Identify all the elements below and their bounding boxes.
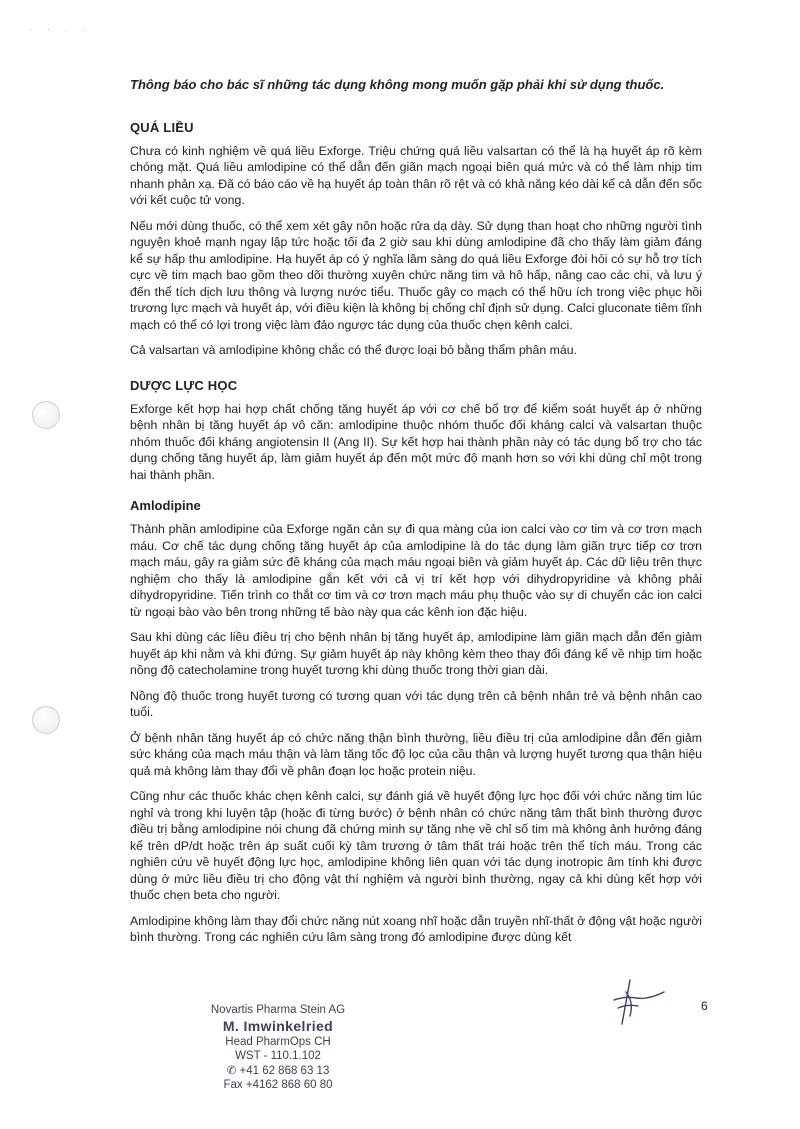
adverse-effects-notice: Thông báo cho bác sĩ những tác dụng không mong muốn gặp phải khi sử dụng thuốc. [130,77,665,92]
amlodipine-paragraph: Ở bệnh nhân tăng huyết áp có chức năng thận bình thường, liều điều trị của amlodipine dẫn đến giảm sức kháng của mạch máu thận và làm tăng tốc độ lọc của cầu thận và lượng huyết tương qua thận hiệu quả mà không làm thay đổi về phân đoạn lọc hoặc protein niệu. [130,730,702,778]
pharmacodynamics-intro: Exforge kết hợp hai hợp chất chống tăng huyết áp với cơ chế bổ trợ để kiểm soát huyết áp ở những bệnh nhân bị tăng huyết áp vô căn: amlodipine thuộc nhóm thuốc đối kháng calci và valsartan thuộc nhóm thuốc đối kháng angiotensin II (Ang II). Sự kết hợp hai thành phần này có tác dụng bổ trợ cho tác dụng chống tăng huyết áp, làm giảm huyết áp đến một mức độ mạnh hơn so với khi dùng chỉ một trong hai thành phần. [130,401,702,482]
page-number: 6 [701,999,708,1013]
pharmacodynamics-heading: DƯỢC LỰC HỌC [130,377,238,393]
stamp-fax: Fax +4162 868 60 80 [223,1079,333,1091]
overdose-paragraph: Cả valsartan và amlodipine không chắc có thể được loại bỏ bằng thẩm phân máu. [130,343,577,357]
overdose-paragraph: Chưa có kinh nghiệm về quá liều Exforge. Triệu chứng quá liều valsartan có thể là hạ huyết áp rõ kèm chóng mặt. Quá liều amlodipine có thể dẫn đến giãn mạch ngoại biên quá mức và có thể làm nhịp tim nhanh phản xạ. Đã có báo cáo về hạ huyết áp toàn thân rõ rệt và có khả năng kéo dài kể cả dẫn đến sốc với kết cuộc tử vong. [130,143,702,207]
stamp-name: M. Imwinkelried [222,1017,334,1034]
stamp-role: Head PharmOps CH [225,1035,331,1048]
company-stamp [193,1003,363,1093]
amlodipine-paragraph: Amlodipine không làm thay đổi chức năng nút xoang nhĩ hoặc dẫn truyền nhĩ-thất ở động vật hoặc người bình thường. Trong các nghiên cứu lâm sàng trong đó amlodipine được dùng kết [130,913,702,944]
stamp-phone: ✆ +41 62 868 63 13 [226,1064,330,1077]
stamp-company: Novartis Pharma Stein AG [210,1004,346,1016]
amlodipine-paragraph: Sau khi dùng các liều điều trị cho bệnh nhân bị tăng huyết áp, amlodipine làm giãn mạch dẫn đến giảm huyết áp khi nằm và khi đứng. Sự giảm huyết áp này không kèm theo thay đổi đáng kể về nhịp tim hoặc nồng độ catecholamine trong huyết tương khi dùng thuốc trong thời gian dài. [130,630,702,677]
stamp-dept: WST - 110.1.102 [235,1050,321,1062]
pharmacodynamics-section [130,378,702,946]
document-body [130,77,702,955]
amlodipine-paragraph: Thành phần amlodipine của Exforge ngăn cản sự đi qua màng của ion calci vào cơ tim và cơ trơn mạch máu. Cơ chế tác dụng chống tăng huyết áp của amlodipine là do tác dụng làm giãn trực tiếp cơ trơn mạch máu, gây ra giảm sức đề kháng của mạch máu ngoại biên và giảm huyết áp. Các dữ liệu trên thực nghiệm cho thấy là amlodipine gắn kết với cả vị trí kết hợp với dihydropyridine và không phải dihydropyridine. Tiến trình co thắt cơ tim và cơ trơn mạch máu phụ thuộc vào sự di chuyển các ion calci từ ngoại bào vào bên trong những tế bào này qua các kênh ion đặc hiệu. [130,522,702,619]
scan-marks: ˙ ˙ ˙ ˙ [30,28,92,38]
punch-hole-bottom [32,706,60,734]
overdose-heading: QUÁ LIỀU [130,119,194,135]
amlodipine-paragraph: Cũng như các thuốc khác chẹn kênh calci, sự đánh giá về huyết động lực học đối với chức năng tim lúc nghỉ và trong khi luyện tập (hoặc đi từng bước) ở bệnh nhân có chức năng tâm thất bình thường được điều trị bằng amlodipine nói chung đã chứng minh sự tăng nhẹ về chỉ số tim mà không ảnh hưởng đáng kể trên dP/dt hoặc trên áp suất cuối kỳ tâm trương ở tâm thất trái hoặc trên thể tích máu. Trong các nghiên cứu về huyết động lực học, amlodipine không liên quan với tác dụng inotropic âm tính khi được dùng ở mức liều điều trị cho động vật thí nghiệm và người bình thường, ngay cả khi dùng kết hợp với thuốc chẹn beta cho người. [130,789,702,902]
signature-icon [600,978,670,1030]
punch-hole-top [32,401,60,429]
overdose-paragraph: Nếu mới dùng thuốc, có thể xem xét gây nôn hoặc rửa dạ dày. Sử dụng than hoạt cho những người tình nguyện khoẻ mạnh ngay lập tức hoặc tối đa 2 giờ sau khi dùng amlodipine đã cho thấy làm giảm đáng kể sự hấp thu amlodipine. Hạ huyết áp có ý nghĩa lâm sàng do quá liều Exforge đòi hỏi có sự hỗ trợ tích cực về tim mạch bao gồm theo dõi thường xuyên chức năng tim và hô hấp, nâng cao các chi, và lưu ý đến thể tích dịch lưu thông và lượng nước tiểu. Thuốc gây co mạch có thể hữu ích trong việc phục hồi trương lực mạch và huyết áp, với điều kiện là không bị chống chỉ định sử dụng. Calci gluconate tiêm tĩnh mạch có thể có lợi trong việc làm đảo ngược tác dụng của thuốc chẹn kênh calci. [130,218,702,332]
overdose-section [130,120,702,359]
amlodipine-subheading: Amlodipine [130,498,201,513]
amlodipine-paragraph: Nồng độ thuốc trong huyết tương có tương quan với tác dụng trên cả bệnh nhân trẻ và bệnh nhân cao tuổi. [130,688,702,719]
